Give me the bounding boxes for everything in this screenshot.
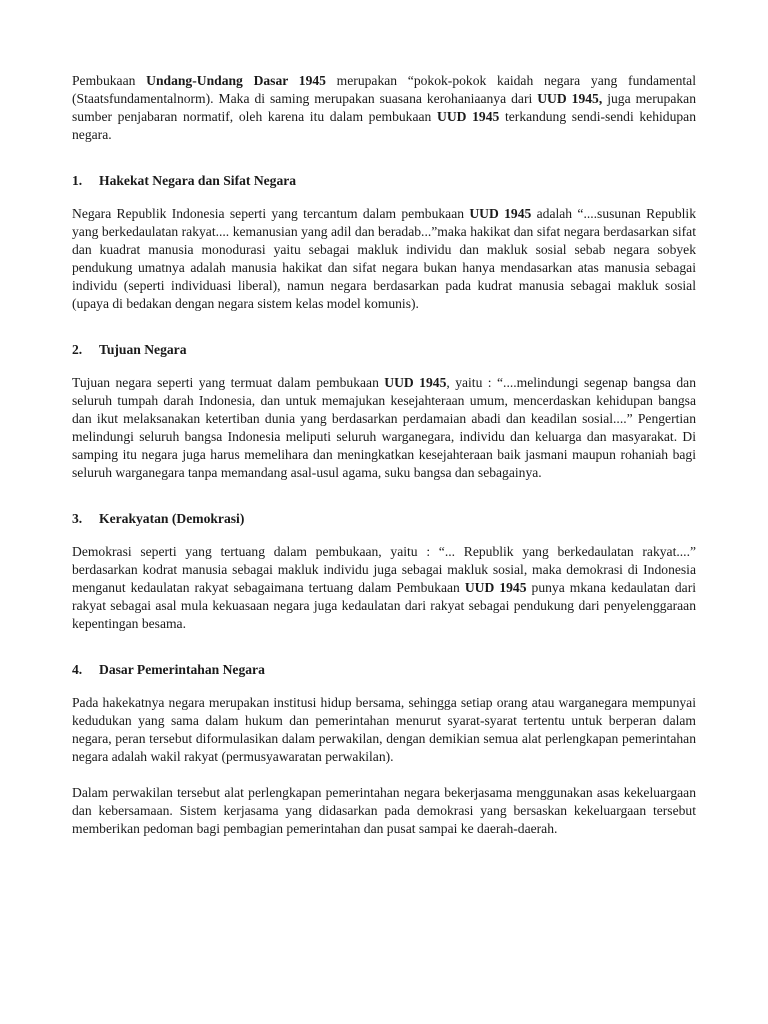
section-paragraph: Negara Republik Indonesia seperti yang tercantum dalam pembukaan UUD 1945 adalah “....susunan Republik yang berkedaulatan rakyat.... kemanusian yang adil dan beradab...”maka hakikat dan sifat negara berdasarkan sifat dan kuadrat manusia monodurasi yaitu sebagai makluk individu dan makluk sosial sebab negara sobyek pendukung umatnya adalah manusia hakikat dan sifat negara bukan hanya mendasarkan atas manusia sebagai individu (seperti individuasi liberal), namun negara berdasarkan pada kudrat manusia sebagai makluk sosial (upaya di bedakan dengan negara sistem kelas model komunis). — [72, 206, 697, 311]
section-hakekat-negara — [72, 172, 696, 313]
section-heading: 1. Hakekat Negara dan Sifat Negara — [72, 173, 297, 188]
intro-paragraph: Pembukaan Undang-Undang Dasar 1945 merupakan “pokok-pokok kaidah negara yang fundamental (Staatsfundamentalnorm). Maka di saming merupakan suasana kerohaniaanya dari UUD 1945, juga merupakan sumber penjabaran normatif, oleh karena itu dalam pembukaan UUD 1945 terkandung sendi-sendi kehidupan negara. — [72, 73, 697, 142]
section-heading: 2. Tujuan Negara — [72, 342, 187, 357]
section-paragraph: Pada hakekatnya negara merupakan institusi hidup bersama, sehingga setiap orang atau warganegara mempunyai kedudukan yang sama dalam hukum dan pemerintahan menurut syarat-syarat tertentu untuk berperan dalam negara, peran tersebut diformulasikan dalam perwakilan, dengan demikian semua alat perlengkapan pemerintahan negara adalah wakil rakyat (permusyawaratan perwakilan). — [72, 695, 696, 764]
section-paragraph: Demokrasi seperti yang tertuang dalam pembukaan, yaitu : “... Republik yang berkedaulatan rakyat....” berdasarkan kodrat manusia sebagai makluk individu juga sebagai makluk sosial, maka demokrasi di Indonesia menganut kedaulatan rakyat sebagaimana tertuang dalam Pembukaan UUD 1945 punya mkana kedaulatan dari rakyat sebagai asal mula kekuasaan negara juga kedaulatan dari rakyat sebagai pendukung dari penyelenggaraan kepentingan besama. — [72, 544, 697, 631]
section-heading: 3. Kerakyatan (Demokrasi) — [72, 511, 245, 526]
section-tujuan-negara — [72, 341, 696, 482]
section-heading: 4. Dasar Pemerintahan Negara — [72, 662, 265, 677]
section-kerakyatan — [72, 510, 696, 633]
section-paragraph: Tujuan negara seperti yang termuat dalam pembukaan UUD 1945, yaitu : “....melindungi segenap bangsa dan seluruh tumpah darah Indonesia, dan untuk memajukan kesejahteraan umum, mencerdaskan kehidupan bangsa dan ikut melaksanakan ketertiban dunia yang berdasarkan perdamaian abadi dan keadilan sosial....” Pengertian melindungi seluruh bangsa Indonesia meliputi seluruh warganegara, individu dan keluarga dan masyarakat. Di samping itu negara juga harus memelihara dan meningkatkan kesejahteraan baik jasmani maupun rohaniah bagi seluruh warganegara tanpa memandang asal-usul agama, suku bangsa dan sebagainya. — [72, 375, 697, 480]
section-dasar-pemerintahan — [72, 661, 696, 838]
section-paragraph: Dalam perwakilan tersebut alat perlengkapan pemerintahan negara bekerjasama menggunakan asas kekeluargaan dan kebersamaan. Sistem kerjasama yang didasarkan pada demokrasi yang bersaskan kekeluargaan tersebut memberikan pedoman bagi pembagian pemerintahan dan pusat sampai ke daerah-daerah. — [72, 785, 696, 836]
